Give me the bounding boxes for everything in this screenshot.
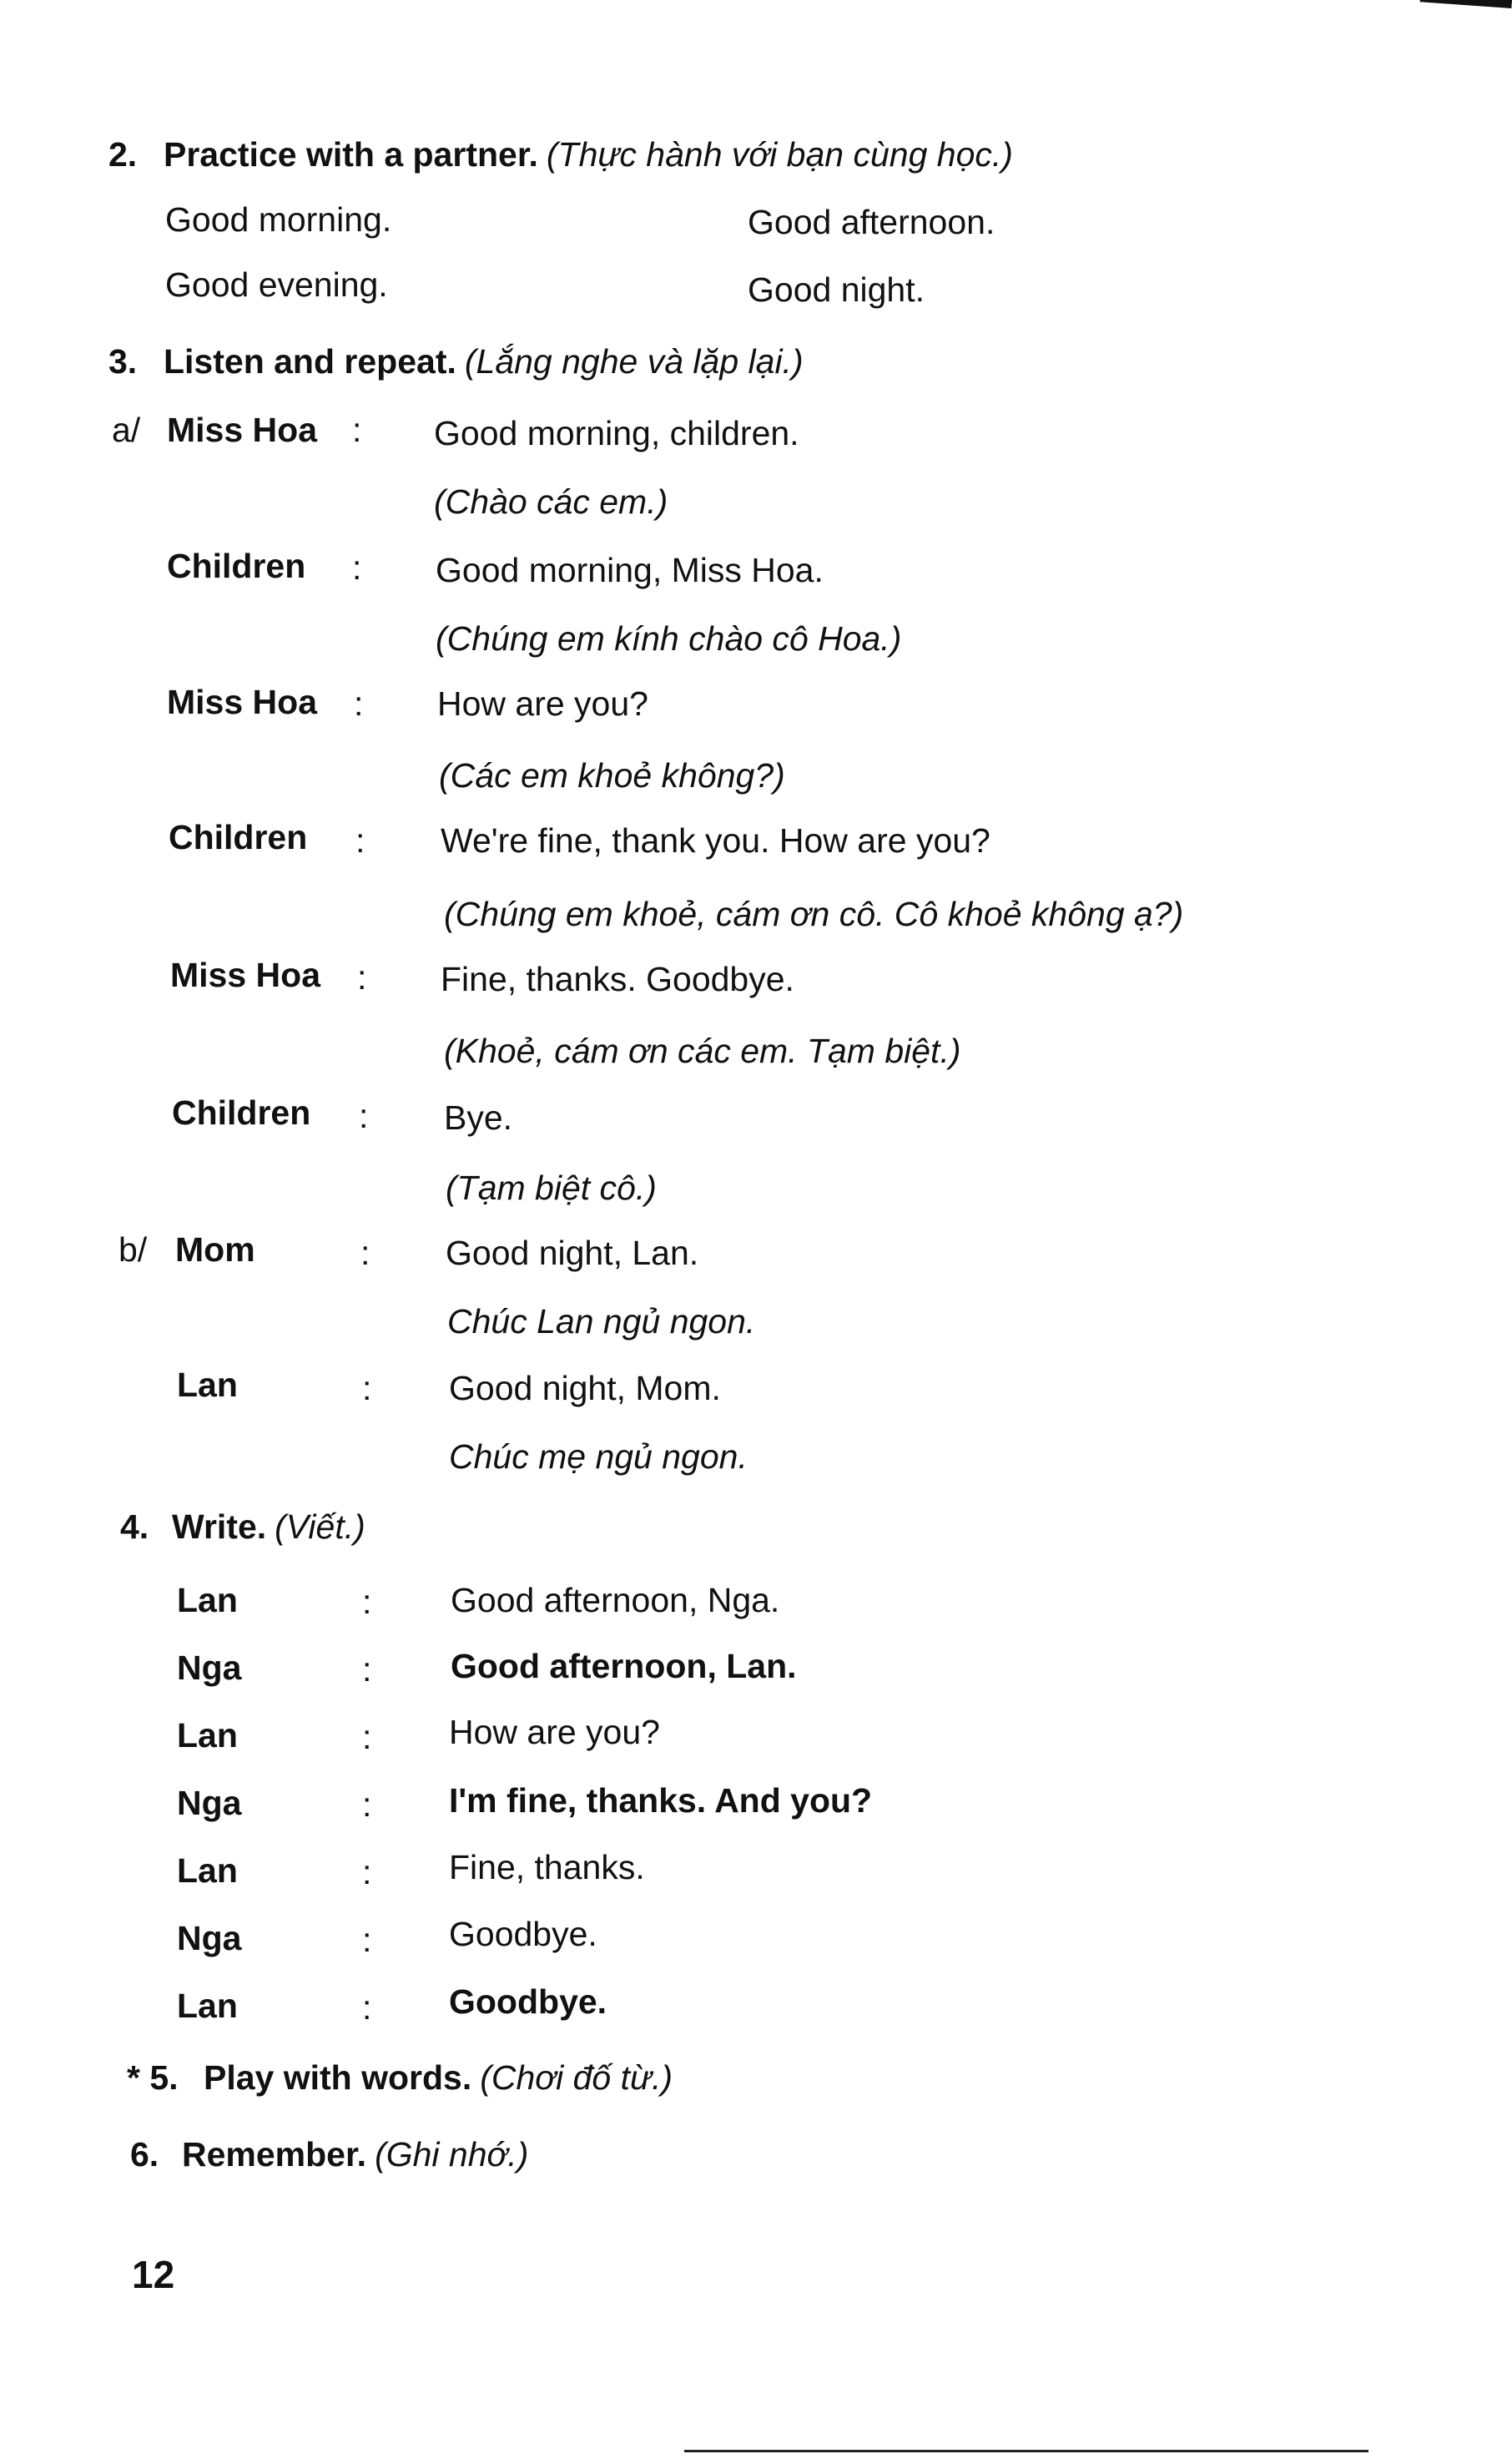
speaker-label: Children: [169, 818, 308, 856]
dialogue-line: Good night, Lan.: [446, 1234, 699, 1272]
speaker-label: Nga: [177, 1919, 242, 1957]
speaker-label: Lan: [177, 1987, 238, 2025]
speaker-label: Miss Hoa: [167, 411, 317, 449]
dialogue-line: Good afternoon, Nga.: [451, 1581, 780, 1619]
section-2-heading: [108, 135, 1013, 174]
page-number: 12: [132, 2253, 175, 2296]
colon: :: [362, 1988, 372, 2027]
practice-phrase: Good evening.: [165, 265, 388, 304]
section-5-heading: [127, 2058, 673, 2098]
colon: :: [362, 1369, 372, 1407]
section-title: Write.: [172, 1507, 267, 1546]
dialogue-translation: Chúc mẹ ngủ ngon.: [449, 1437, 748, 1476]
dialogue-translation: (Chúng em khoẻ, cám ơn cô. Cô khoẻ không ạ?): [444, 895, 1184, 933]
section-title: Play with words.: [204, 2058, 472, 2097]
speaker-label: Lan: [177, 1366, 238, 1404]
colon: :: [359, 1097, 369, 1135]
dialogue-translation: (Chào các em.): [434, 482, 668, 521]
speaker-label: Nga: [177, 1784, 242, 1822]
scan-corner-mark: [1420, 0, 1512, 8]
section-translation: (Thực hành với bạn cùng học.): [546, 135, 1013, 174]
speaker-label: Miss Hoa: [170, 956, 320, 994]
dialogue-line: How are you?: [437, 684, 648, 723]
dialogue-marker: a/: [112, 411, 141, 449]
colon: :: [355, 821, 365, 860]
dialogue-line: How are you?: [449, 1713, 660, 1751]
colon: :: [357, 958, 367, 997]
dialogue-line: Fine, thanks.: [449, 1848, 645, 1886]
section-6-heading: [130, 2135, 528, 2174]
speaker-label: Mom: [175, 1230, 255, 1269]
section-number: 2.: [108, 135, 138, 174]
section-translation: (Chơi đố từ.): [480, 2058, 673, 2097]
section-number: 4.: [120, 1507, 149, 1546]
section-title: Practice with a partner.: [164, 135, 538, 174]
section-3-heading: [108, 342, 804, 381]
speaker-label: Children: [172, 1093, 311, 1132]
speaker-label: Children: [167, 547, 306, 585]
speaker-label: Miss Hoa: [167, 683, 317, 721]
section-title: Listen and repeat.: [164, 342, 456, 381]
dialogue-line: Good morning, Miss Hoa.: [436, 551, 824, 589]
answer-line: I'm fine, thanks. And you?: [449, 1781, 873, 1820]
practice-phrase: Good morning.: [165, 200, 392, 239]
dialogue-translation: (Các em khoẻ không?): [439, 756, 785, 795]
colon: :: [360, 1234, 370, 1272]
speaker-label: Nga: [177, 1649, 242, 1687]
colon: :: [362, 1785, 372, 1824]
colon: :: [362, 1583, 372, 1621]
bottom-rule: [684, 2450, 1368, 2452]
dialogue-line: Bye.: [444, 1098, 513, 1137]
speaker-label: Lan: [177, 1716, 238, 1755]
dialogue-line: Goodbye.: [449, 1915, 597, 1953]
speaker-label: Lan: [177, 1851, 238, 1890]
colon: :: [362, 1921, 372, 1959]
section-translation: (Ghi nhớ.): [375, 2135, 529, 2174]
section-number: * 5.: [127, 2058, 179, 2097]
dialogue-translation: (Tạm biệt cô.): [446, 1169, 657, 1207]
practice-phrase: Good afternoon.: [748, 203, 995, 241]
colon: :: [362, 1718, 372, 1756]
section-title: Remember.: [182, 2135, 367, 2174]
section-4-heading: [120, 1507, 365, 1547]
dialogue-line: We're fine, thank you. How are you?: [441, 821, 990, 860]
answer-line: Goodbye.: [449, 1982, 607, 2021]
colon: :: [362, 1853, 372, 1891]
dialogue-marker: b/: [118, 1230, 148, 1269]
practice-phrase: Good night.: [748, 270, 925, 309]
colon: :: [354, 684, 364, 723]
section-translation: (Viết.): [275, 1507, 365, 1546]
answer-line: Good afternoon, Lan.: [451, 1647, 797, 1685]
speaker-label: Lan: [177, 1581, 238, 1619]
dialogue-translation: (Khoẻ, cám ơn các em. Tạm biệt.): [444, 1032, 961, 1070]
dialogue-translation: (Chúng em kính chào cô Hoa.): [436, 619, 902, 658]
colon: :: [362, 1650, 372, 1689]
dialogue-translation: Chúc Lan ngủ ngon.: [447, 1302, 756, 1341]
dialogue-line: Good morning, children.: [434, 414, 799, 452]
section-number: 3.: [108, 342, 138, 381]
section-translation: (Lắng nghe và lặp lại.): [464, 342, 804, 381]
colon: :: [352, 411, 362, 449]
colon: :: [352, 548, 362, 587]
dialogue-line: Good night, Mom.: [449, 1369, 721, 1407]
section-number: 6.: [130, 2135, 159, 2174]
dialogue-line: Fine, thanks. Goodbye.: [441, 960, 794, 998]
